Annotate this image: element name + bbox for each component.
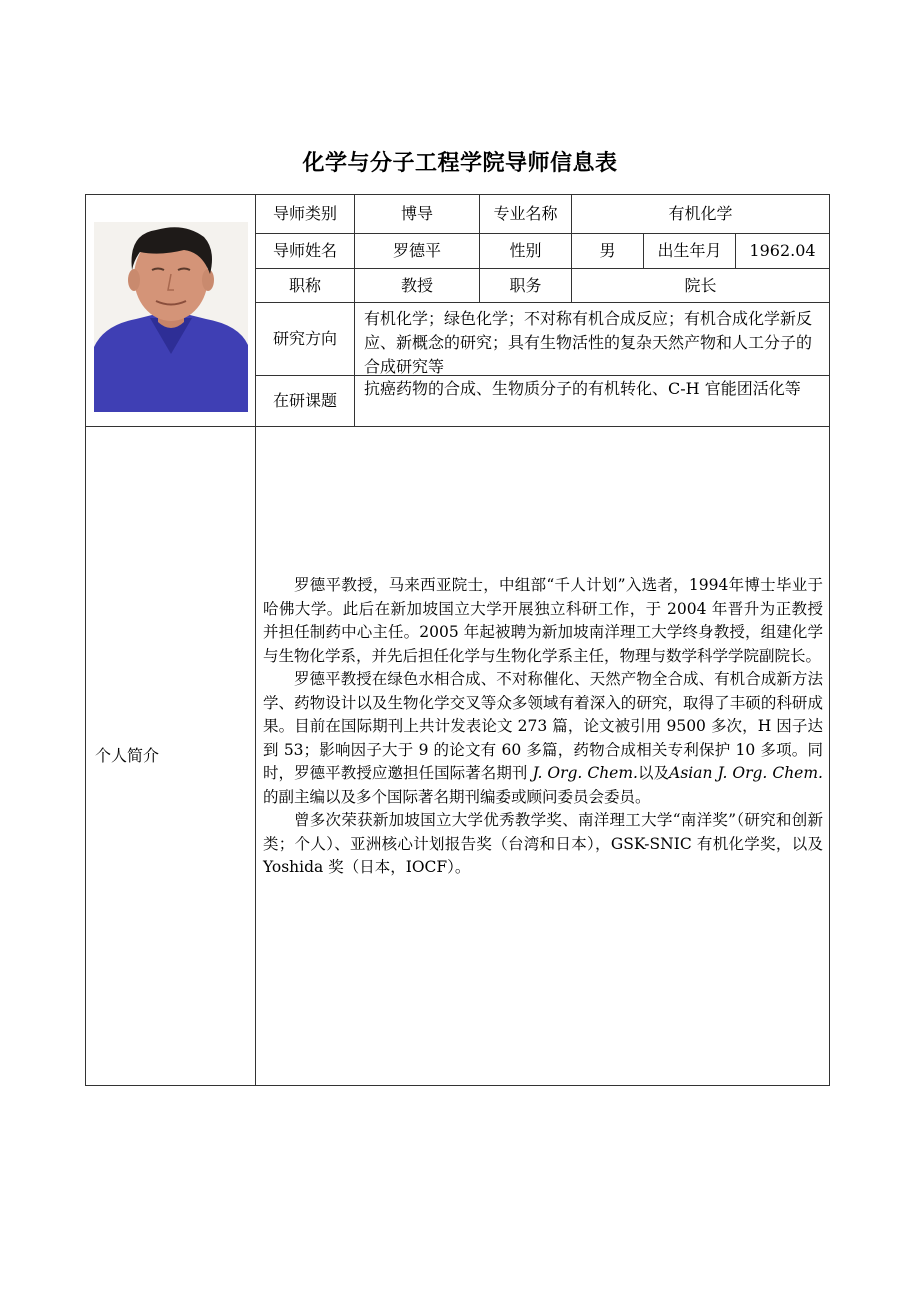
journal-joc: J. Org. Chem. (532, 764, 638, 782)
value-research: 有机化学；绿色化学；不对称有机合成反应；有机合成化学新反应、新概念的研究；具有生物活性的复杂天然产物和人工分子的合成研究等 (364, 309, 813, 376)
value-major: 有机化学 (668, 204, 733, 223)
bio-text (263, 574, 823, 880)
journal-ajoc: Asian J. Org. Chem. (669, 764, 823, 782)
value-gender: 男 (599, 241, 616, 260)
label-position: 职务 (509, 275, 542, 295)
portrait-photo-icon (94, 222, 248, 412)
label-rank: 职称 (288, 275, 321, 295)
value-position: 院长 (684, 275, 717, 295)
bio-paragraph-2a: 罗德平教授在绿色水相合成、不对称催化、天然产物全合成、有机合成新方法学、药物设计以及生物化学交叉等众多领域有着深入的研究，取得了丰硕的科研成果。目前在国际期刊上共计发表论文 273 篇，论文被引用 9500 多次，H 因子达到 53；影响因子大于 9 的论文有 60 多篇，药物合成相关专利保护 10 多项。同时，罗德平教授应邀担任国际著名期刊 (263, 670, 823, 782)
label-projects: 在研课题 (272, 391, 337, 410)
bio-paragraph-2c: 的副主编以及多个国际著名期刊编委或顾问委员会委员。 (263, 787, 651, 806)
value-birth: 1962.04 (749, 241, 816, 260)
value-projects: 抗癌药物的合成、生物质分子的有机转化、C-H 官能团活化等 (364, 379, 801, 398)
value-rank: 教授 (400, 275, 433, 295)
label-major: 专业名称 (493, 204, 558, 223)
bio-paragraph-3: 曾多次荣获新加坡国立大学优秀教学奖、南洋理工大学“南洋奖”（研究和创新类；个人）、亚洲核心计划报告奖（台湾和日本），GSK-SNIC 有机化学奖，以及 Yoshida 奖（日本，IOCF）。 (263, 811, 823, 876)
bio-paragraph-1: 罗德平教授，马来西亚院士，中组部“千人计划”入选者，1994年博士毕业于哈佛大学。此后在新加坡国立大学开展独立科研工作，于 2004 年晋升为正教授并担任制药中心主任。2005 年起被聘为新加坡南洋理工大学终身教授，组建化学与生物化学系，并先后担任化学与生物化学系主任，物理与数学科学学院副院长。 (263, 576, 823, 665)
value-category: 博导 (400, 204, 433, 223)
label-gender: 性别 (509, 241, 542, 260)
bio-paragraph-2b: 以及 (637, 764, 670, 782)
value-name: 罗德平 (392, 241, 441, 260)
label-research: 研究方向 (272, 329, 337, 348)
label-birth: 出生年月 (657, 241, 722, 260)
bio-paragraph-2 (263, 668, 823, 809)
label-name: 导师姓名 (272, 241, 337, 260)
label-bio: 个人简介 (95, 746, 160, 765)
label-category: 导师类别 (272, 204, 337, 223)
page-title: 化学与分子工程学院导师信息表 (302, 151, 618, 176)
